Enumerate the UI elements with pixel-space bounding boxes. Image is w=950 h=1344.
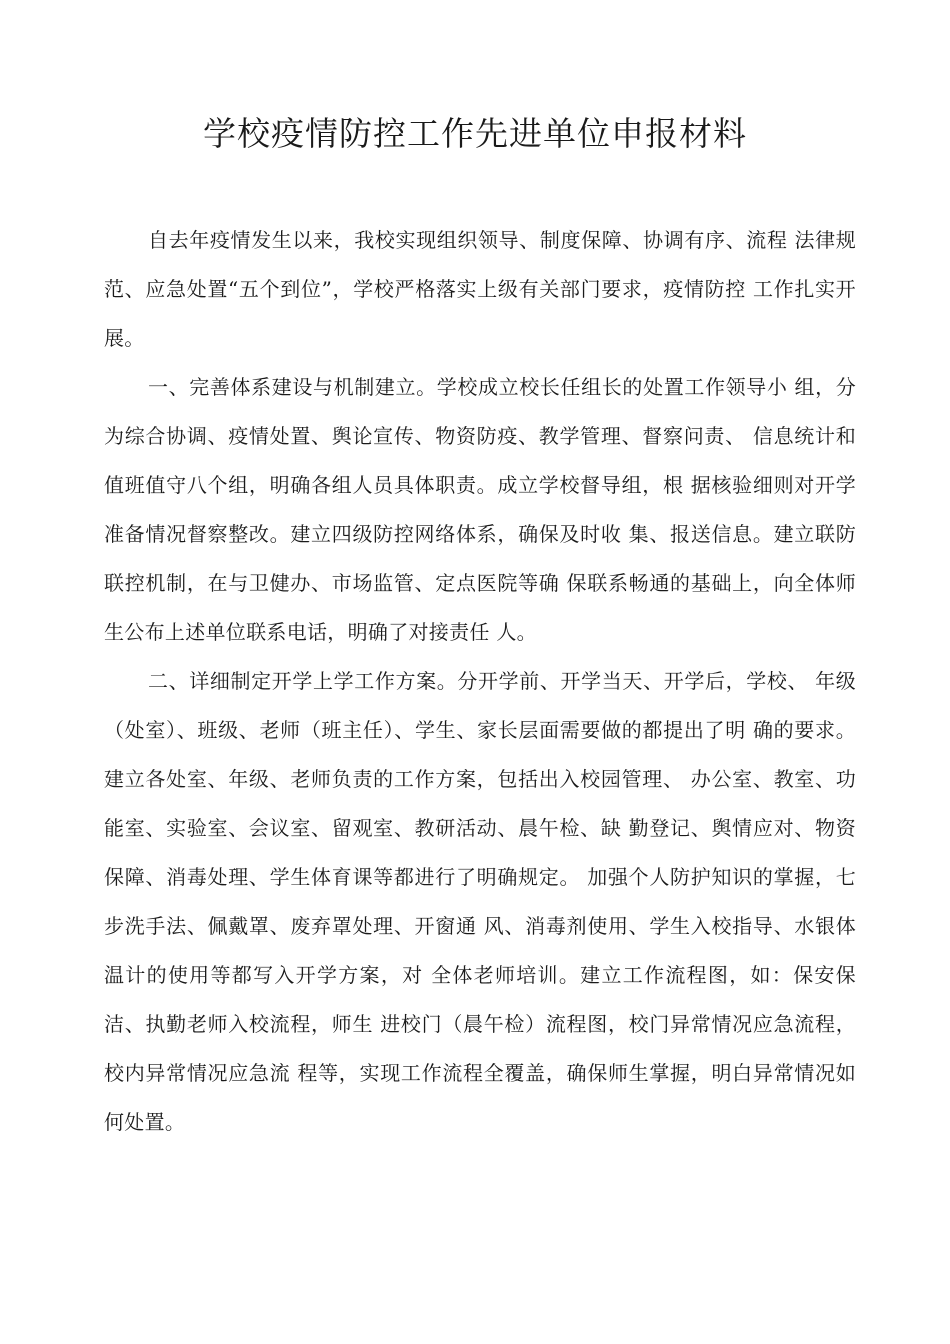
paragraph-section-1: 一、完善体系建设与机制建立。学校成立校长任组长的处置工作领导小 组，分为综合协调、疫情处置、舆论宣传、物资防疫、教学管理、督察问责、 信息统计和值班值守八个组，明确各组人员具体职责。成立学校督导组，根 据核验细则对开学准备情况督察整改。建立四级防控网络体系，确保及时收 集、报送信息。建立联防联控机制，在与卫健办、市场监管、定点医院等确 保联系畅通的基础上，向全体师生公布上述单位联系电话，明确了对接责任 人。: [104, 375, 856, 644]
document-body: [104, 216, 856, 1147]
document-title: 学校疫情防控工作先进单位申报材料: [203, 114, 747, 153]
paragraph-section-2: 二、详细制定开学上学工作方案。分开学前、开学当天、开学后，学校、 年级（处室）、班级、老师（班主任）、学生、家长层面需要做的都提出了明 确的要求。建立各处室、年级、老师负责的工作方案，包括出入校园管理、 办公室、教室、功能室、实验室、会议室、留观室、教研活动、晨午检、缺 勤登记、舆情应对、物资保障、消毒处理、学生体育课等都进行了明确规定。 加强个人防护知识的掌握，七步洗手法、佩戴罩、废弃罩处理、开窗通 风、消毒剂使用、学生入校指导、水银体温计的使用等都写入开学方案，对 全体老师培训。建立工作流程图，如：保安保洁、执勤老师入校流程，师生 进校门（晨午检）流程图，校门异常情况应急流程，校内异常情况应急流 程等，实现工作流程全覆盖，确保师生掌握，明白异常情况如何处置。: [104, 669, 856, 1134]
paragraph-intro: 自去年疫情发生以来，我校实现组织领导、制度保障、协调有序、流程 法律规范、应急处置“五个到位”，学校严格落实上级有关部门要求，疫情防控 工作扎实开展。: [104, 228, 856, 350]
